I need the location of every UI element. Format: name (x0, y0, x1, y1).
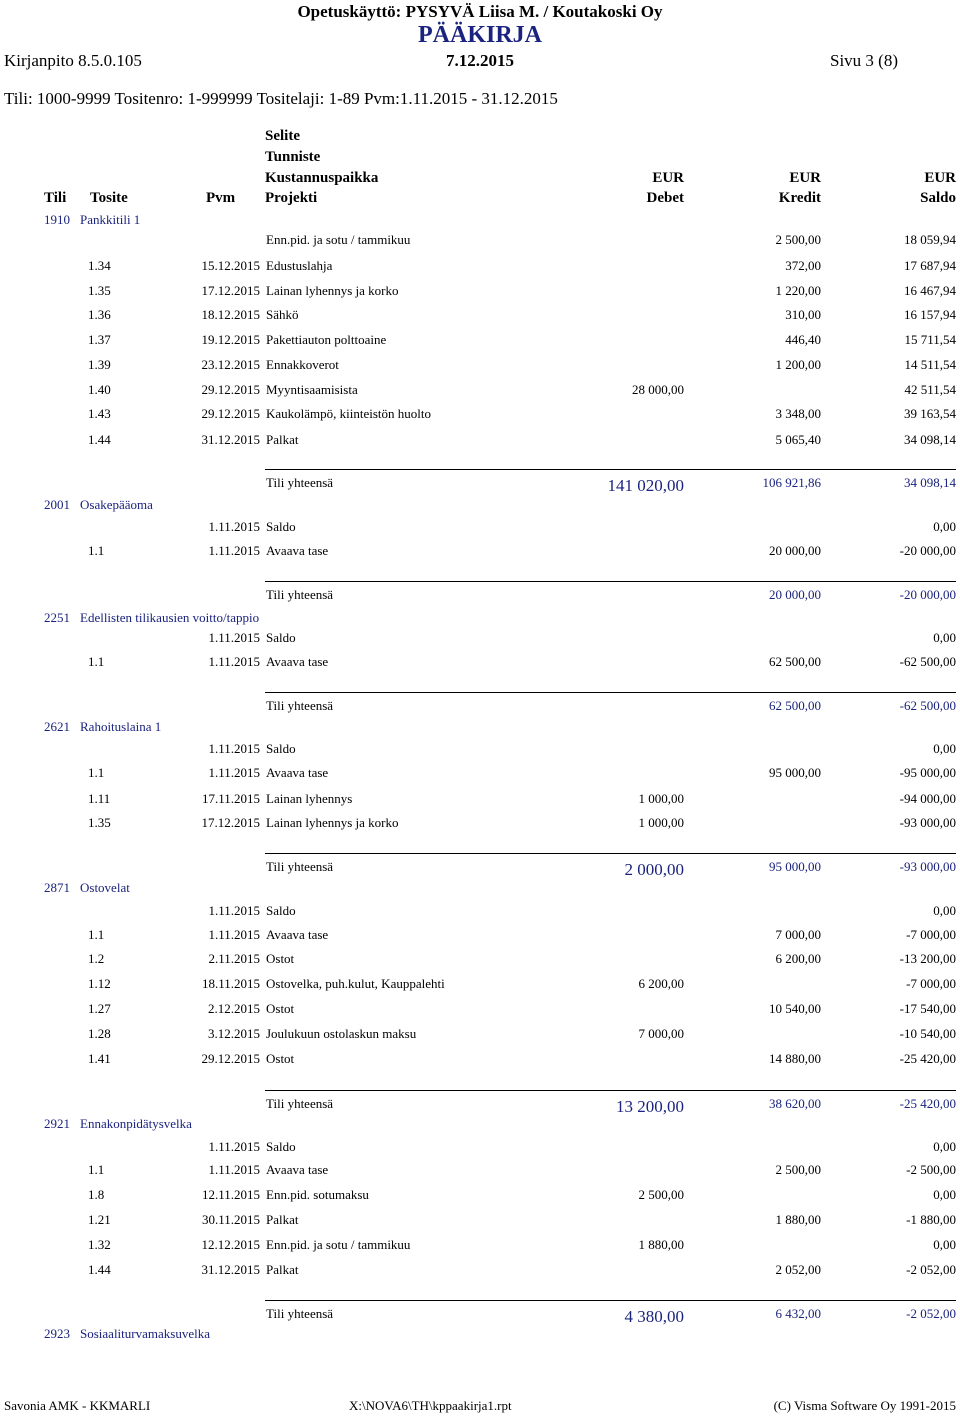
row-selite: Palkat (266, 1212, 299, 1227)
total-saldo: 34 098,14 (904, 475, 956, 490)
total-label: Tili yhteensä (266, 587, 334, 602)
account-number: 2001 (44, 497, 70, 512)
row-selite: Kaukolämpö, kiinteistön huolto (266, 406, 432, 421)
row-kredit: 3 348,00 (775, 406, 821, 421)
row-pvm: 23.12.2015 (201, 357, 260, 372)
total-debet: 13 200,00 (616, 1097, 684, 1116)
col-kustannuspaikka: Kustannuspaikka (265, 170, 379, 186)
row-pvm: 2.12.2015 (208, 1001, 260, 1016)
col-eur-debet: EUR (652, 170, 684, 186)
row-debet: 7 000,00 (638, 1026, 684, 1041)
row-kredit: 10 540,00 (769, 1001, 821, 1016)
row-selite: Enn.pid. sotumaksu (266, 1187, 369, 1202)
row-saldo: -13 200,00 (899, 951, 956, 966)
row-pvm: 17.11.2015 (201, 791, 260, 806)
account-name: Sosiaaliturvamaksuvelka (80, 1326, 210, 1341)
total-label: Tili yhteensä (266, 475, 334, 490)
row-tosite: 1.44 (88, 1262, 111, 1277)
row-pvm: 17.12.2015 (201, 283, 260, 298)
row-tosite: 1.11 (88, 791, 111, 806)
user-line: Opetuskäyttö: PYSYVÄ Liisa M. / Koutakoski Oy (297, 2, 663, 21)
row-kredit: 5 065,40 (775, 432, 821, 447)
account-name: Pankkitili 1 (80, 212, 141, 227)
row-pvm: 1.11.2015 (208, 765, 260, 780)
row-saldo: -17 540,00 (899, 1001, 956, 1016)
row-saldo: 0,00 (933, 1237, 956, 1252)
total-kredit: 20 000,00 (769, 587, 821, 602)
row-selite: Avaava tase (266, 543, 329, 558)
total-saldo: -20 000,00 (899, 587, 956, 602)
row-tosite: 1.1 (88, 927, 105, 942)
row-pvm: 1.11.2015 (208, 630, 260, 645)
account-number: 2923 (44, 1326, 70, 1341)
row-pvm: 1.11.2015 (208, 1139, 260, 1154)
row-debet: 2 500,00 (638, 1187, 684, 1202)
row-saldo: -25 420,00 (899, 1051, 956, 1066)
row-selite: Saldo (266, 630, 296, 645)
row-kredit: 2 500,00 (775, 232, 821, 247)
row-debet: 1 000,00 (638, 815, 684, 830)
row-saldo: -62 500,00 (899, 654, 956, 669)
row-tosite: 1.1 (88, 654, 105, 669)
row-tosite: 1.1 (88, 1162, 105, 1177)
row-tosite: 1.43 (88, 406, 111, 421)
row-kredit: 1 200,00 (775, 357, 821, 372)
col-eur-kredit: EUR (789, 170, 821, 186)
account-name: Ennakonpidätysvelka (80, 1116, 192, 1131)
row-saldo: -2 500,00 (906, 1162, 956, 1177)
row-pvm: 2.11.2015 (208, 951, 260, 966)
row-selite: Myyntisaamisista (266, 382, 358, 397)
total-rule (265, 1090, 956, 1091)
row-selite: Palkat (266, 1262, 299, 1277)
row-pvm: 1.11.2015 (208, 903, 260, 918)
row-saldo: -2 052,00 (906, 1262, 956, 1277)
total-kredit: 106 921,86 (762, 475, 821, 490)
row-tosite: 1.1 (88, 765, 105, 780)
filter-line: Tili: 1000-9999 Tositenro: 1-999999 Tositelaji: 1-89 Pvm:1.11.2015 - 31.12.2015 (4, 89, 558, 108)
total-label: Tili yhteensä (266, 698, 334, 713)
row-tosite: 1.8 (88, 1187, 105, 1202)
total-rule (265, 469, 956, 470)
total-rule (265, 692, 956, 693)
row-selite: Ostot (266, 1001, 295, 1016)
row-pvm: 31.12.2015 (201, 1262, 260, 1277)
total-saldo: -93 000,00 (899, 859, 956, 874)
row-kredit: 20 000,00 (769, 543, 821, 558)
row-selite: Lainan lyhennys (266, 791, 353, 806)
row-kredit: 14 880,00 (769, 1051, 821, 1066)
col-tunniste: Tunniste (265, 149, 321, 165)
total-saldo: -62 500,00 (899, 698, 956, 713)
footer-left: Savonia AMK - KKMARLI (4, 1398, 151, 1413)
total-label: Tili yhteensä (266, 1306, 334, 1321)
total-rule (265, 1300, 956, 1301)
row-tosite: 1.32 (88, 1237, 111, 1252)
row-tosite: 1.2 (88, 951, 105, 966)
row-pvm: 1.11.2015 (208, 741, 260, 756)
row-selite: Avaava tase (266, 765, 329, 780)
total-kredit: 6 432,00 (775, 1306, 821, 1321)
row-selite: Avaava tase (266, 927, 329, 942)
row-selite: Ostot (266, 1051, 295, 1066)
account-number: 2871 (44, 880, 70, 895)
row-tosite: 1.21 (88, 1212, 111, 1227)
total-kredit: 38 620,00 (769, 1096, 821, 1111)
row-saldo: -93 000,00 (899, 815, 956, 830)
total-debet: 4 380,00 (624, 1307, 684, 1326)
row-selite: Saldo (266, 519, 296, 534)
app-version: Kirjanpito 8.5.0.105 (4, 51, 142, 70)
row-pvm: 29.12.2015 (201, 382, 260, 397)
account-name: Edellisten tilikausien voitto/tappio (80, 610, 260, 625)
row-selite: Palkat (266, 432, 299, 447)
total-label: Tili yhteensä (266, 859, 334, 874)
row-debet: 1 000,00 (638, 791, 684, 806)
row-tosite: 1.12 (88, 976, 111, 991)
row-pvm: 15.12.2015 (201, 258, 260, 273)
col-tili: Tili (44, 190, 67, 206)
row-pvm: 30.11.2015 (201, 1212, 260, 1227)
row-pvm: 29.12.2015 (201, 1051, 260, 1066)
row-pvm: 1.11.2015 (208, 927, 260, 942)
footer-center: X:\NOVA6\TH\kppaakirja1.rpt (349, 1398, 512, 1413)
row-selite: Saldo (266, 1139, 296, 1154)
total-rule (265, 853, 956, 854)
row-selite: Ostovelka, puh.kulut, Kauppalehti (266, 976, 445, 991)
account-name: Rahoituslaina 1 (80, 719, 162, 734)
row-saldo: 0,00 (933, 1187, 956, 1202)
row-kredit: 2 052,00 (775, 1262, 821, 1277)
row-saldo: 0,00 (933, 1139, 956, 1154)
row-pvm: 19.12.2015 (201, 332, 260, 347)
footer-right: (C) Visma Software Oy 1991-2015 (773, 1398, 956, 1413)
row-kredit: 6 200,00 (775, 951, 821, 966)
row-selite: Avaava tase (266, 654, 329, 669)
row-debet: 1 880,00 (638, 1237, 684, 1252)
row-saldo: 42 511,54 (904, 382, 956, 397)
row-saldo: -20 000,00 (899, 543, 956, 558)
row-saldo: 39 163,54 (904, 406, 956, 421)
total-rule (265, 581, 956, 582)
row-saldo: 0,00 (933, 903, 956, 918)
row-selite: Lainan lyhennys ja korko (266, 283, 399, 298)
row-pvm: 18.12.2015 (201, 307, 260, 322)
row-saldo: 0,00 (933, 519, 956, 534)
row-kredit: 310,00 (785, 307, 821, 322)
row-tosite: 1.37 (88, 332, 111, 347)
page-number: Sivu 3 (8) (830, 51, 898, 70)
row-saldo: 34 098,14 (904, 432, 956, 447)
row-debet: 6 200,00 (638, 976, 684, 991)
row-selite: Ennakkoverot (266, 357, 339, 372)
row-saldo: 17 687,94 (904, 258, 956, 273)
row-pvm: 1.11.2015 (208, 654, 260, 669)
row-tosite: 1.28 (88, 1026, 111, 1041)
col-selite: Selite (265, 128, 300, 144)
row-kredit: 2 500,00 (775, 1162, 821, 1177)
row-pvm: 1.11.2015 (208, 543, 260, 558)
row-selite: Enn.pid. ja sotu / tammikuu (266, 1237, 411, 1252)
row-pvm: 17.12.2015 (201, 815, 260, 830)
row-tosite: 1.1 (88, 543, 105, 558)
total-saldo: -2 052,00 (906, 1306, 956, 1321)
row-pvm: 18.11.2015 (201, 976, 260, 991)
account-name: Ostovelat (80, 880, 130, 895)
account-number: 2921 (44, 1116, 70, 1131)
account-number: 2621 (44, 719, 70, 734)
total-label: Tili yhteensä (266, 1096, 334, 1111)
row-selite: Saldo (266, 741, 296, 756)
account-name: Osakepääoma (80, 497, 153, 512)
col-debet: Debet (646, 190, 684, 206)
row-tosite: 1.36 (88, 307, 111, 322)
row-selite: Pakettiauton polttoaine (266, 332, 387, 347)
row-saldo: -7 000,00 (906, 976, 956, 991)
row-kredit: 1 220,00 (775, 283, 821, 298)
row-saldo: 15 711,54 (904, 332, 956, 347)
row-saldo: -95 000,00 (899, 765, 956, 780)
row-debet: 28 000,00 (632, 382, 684, 397)
page-title: PÄÄKIRJA (418, 22, 542, 48)
col-pvm: Pvm (206, 190, 236, 206)
row-saldo: -1 880,00 (906, 1212, 956, 1227)
row-selite: Avaava tase (266, 1162, 329, 1177)
row-saldo: 18 059,94 (904, 232, 956, 247)
row-saldo: 0,00 (933, 630, 956, 645)
row-saldo: -10 540,00 (899, 1026, 956, 1041)
row-selite: Joulukuun ostolaskun maksu (266, 1026, 417, 1041)
row-selite: Lainan lyhennys ja korko (266, 815, 399, 830)
row-tosite: 1.41 (88, 1051, 111, 1066)
row-saldo: -7 000,00 (906, 927, 956, 942)
col-projekti: Projekti (265, 190, 318, 206)
row-saldo: -94 000,00 (899, 791, 956, 806)
row-kredit: 1 880,00 (775, 1212, 821, 1227)
account-number: 2251 (44, 610, 70, 625)
row-kredit: 7 000,00 (775, 927, 821, 942)
row-kredit: 95 000,00 (769, 765, 821, 780)
row-pvm: 12.11.2015 (201, 1187, 260, 1202)
col-eur-saldo: EUR (924, 170, 956, 186)
row-saldo: 0,00 (933, 741, 956, 756)
row-kredit: 446,40 (785, 332, 821, 347)
row-pvm: 3.12.2015 (208, 1026, 260, 1041)
row-tosite: 1.34 (88, 258, 111, 273)
total-saldo: -25 420,00 (899, 1096, 956, 1111)
col-saldo: Saldo (920, 190, 956, 206)
col-kredit: Kredit (778, 190, 821, 206)
row-tosite: 1.35 (88, 283, 111, 298)
row-saldo: 16 157,94 (904, 307, 956, 322)
report-date: 7.12.2015 (446, 51, 514, 70)
row-tosite: 1.39 (88, 357, 111, 372)
row-pvm: 1.11.2015 (208, 1162, 260, 1177)
total-debet: 141 020,00 (607, 476, 684, 495)
total-kredit: 62 500,00 (769, 698, 821, 713)
row-selite: Sähkö (266, 307, 299, 322)
col-tosite: Tosite (90, 190, 128, 206)
total-debet: 2 000,00 (624, 860, 684, 879)
row-tosite: 1.44 (88, 432, 111, 447)
row-selite: Enn.pid. ja sotu / tammikuu (266, 232, 411, 247)
total-kredit: 95 000,00 (769, 859, 821, 874)
row-pvm: 1.11.2015 (208, 519, 260, 534)
row-tosite: 1.35 (88, 815, 111, 830)
account-number: 1910 (44, 212, 70, 227)
row-tosite: 1.40 (88, 382, 111, 397)
row-selite: Ostot (266, 951, 295, 966)
row-selite: Edustuslahja (266, 258, 333, 273)
row-kredit: 372,00 (785, 258, 821, 273)
row-tosite: 1.27 (88, 1001, 111, 1016)
row-pvm: 29.12.2015 (201, 406, 260, 421)
row-kredit: 62 500,00 (769, 654, 821, 669)
row-pvm: 31.12.2015 (201, 432, 260, 447)
row-selite: Saldo (266, 903, 296, 918)
row-pvm: 12.12.2015 (201, 1237, 260, 1252)
row-saldo: 16 467,94 (904, 283, 956, 298)
row-saldo: 14 511,54 (904, 357, 956, 372)
